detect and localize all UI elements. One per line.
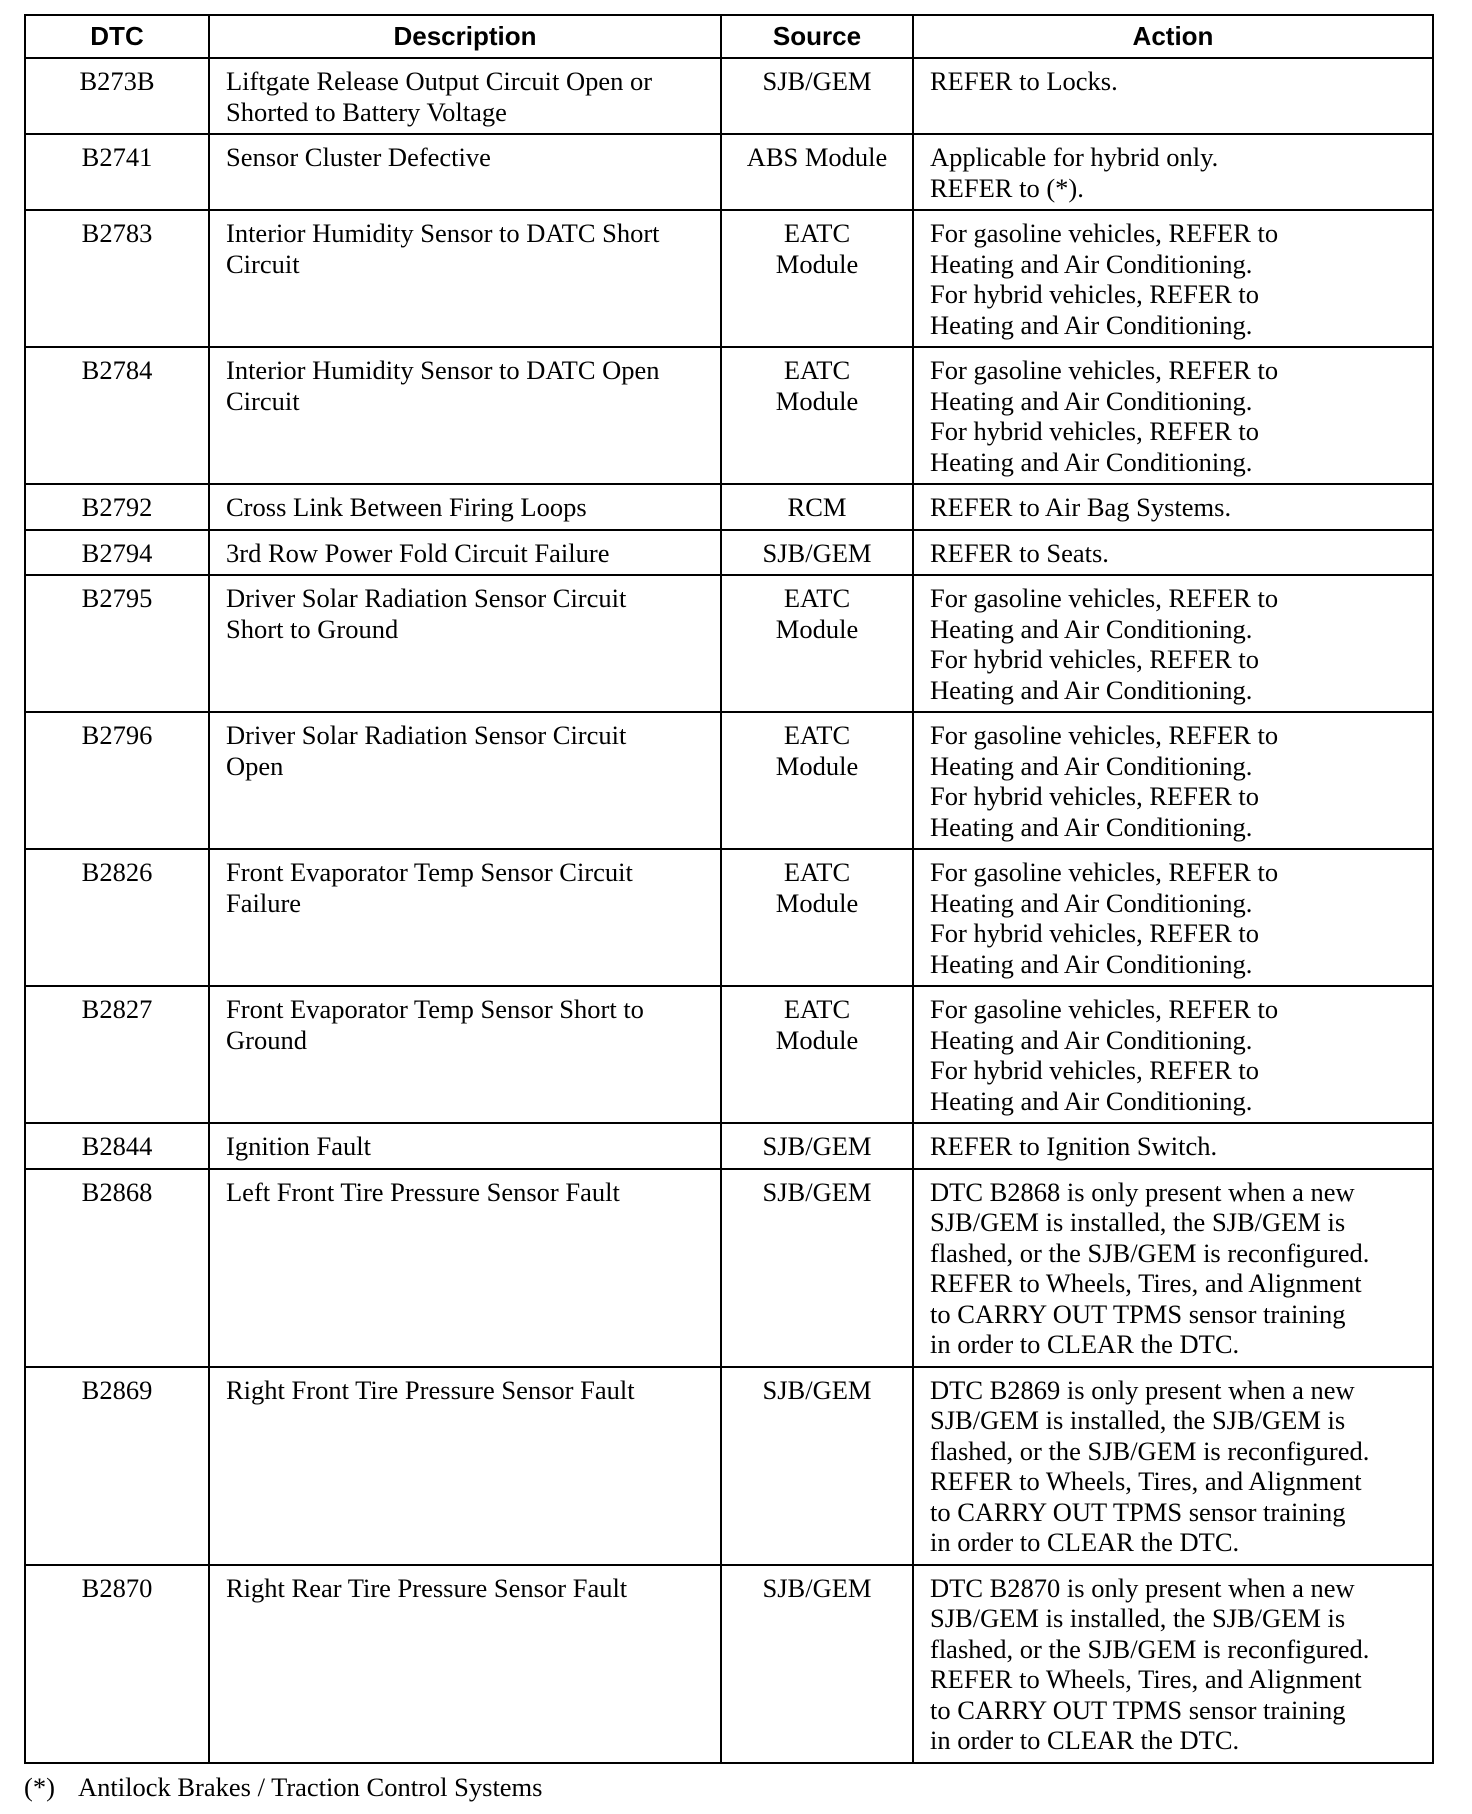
table-row bbox=[25, 1565, 1433, 1763]
dtc-code: B2796 bbox=[25, 712, 209, 849]
dtc-action-line: in order to CLEAR the DTC. bbox=[930, 1725, 1240, 1755]
dtc-action bbox=[913, 530, 1433, 576]
dtc-code: B2794 bbox=[25, 530, 209, 576]
dtc-source-line: Module bbox=[775, 887, 859, 918]
dtc-source bbox=[721, 530, 913, 576]
dtc-action-line: For gasoline vehicles, REFER to bbox=[930, 218, 1279, 248]
dtc-description-line: Failure bbox=[226, 887, 302, 918]
dtc-description-line: Short to Ground bbox=[226, 613, 399, 644]
dtc-code: B2826 bbox=[25, 849, 209, 986]
dtc-description bbox=[209, 58, 721, 134]
dtc-action-line: REFER to Seats. bbox=[930, 537, 1109, 568]
dtc-action-line: Heating and Air Conditioning. bbox=[930, 248, 1253, 279]
dtc-table bbox=[24, 14, 1434, 1764]
dtc-description-line: Ground bbox=[226, 1024, 307, 1055]
dtc-action bbox=[913, 849, 1433, 986]
dtc-action-line: to CARRY OUT TPMS sensor training bbox=[930, 1298, 1346, 1329]
dtc-action-line: Heating and Air Conditioning. bbox=[930, 385, 1253, 416]
table-row bbox=[25, 134, 1433, 210]
footnote bbox=[24, 1772, 543, 1802]
dtc-action-line: flashed, or the SJB/GEM is reconfigured. bbox=[930, 1237, 1370, 1268]
dtc-description-line: Driver Solar Radiation Sensor Circuit bbox=[226, 720, 627, 750]
dtc-source bbox=[721, 210, 913, 347]
dtc-description-line: Front Evaporator Temp Sensor Circuit bbox=[226, 857, 633, 887]
dtc-source bbox=[721, 849, 913, 986]
dtc-action-line: REFER to Ignition Switch. bbox=[930, 1131, 1218, 1161]
dtc-description-line: Open bbox=[226, 750, 284, 781]
dtc-description-line: Circuit bbox=[226, 248, 300, 279]
dtc-description bbox=[209, 484, 721, 530]
dtc-action bbox=[913, 134, 1433, 210]
dtc-source-line: EATC bbox=[783, 857, 851, 887]
dtc-description-line: Cross Link Between Firing Loops bbox=[226, 492, 587, 522]
table-row bbox=[25, 58, 1433, 134]
dtc-description-line: Shorted to Battery Voltage bbox=[226, 96, 507, 127]
dtc-description-line: Front Evaporator Temp Sensor Short to bbox=[226, 994, 644, 1024]
dtc-code: B2869 bbox=[25, 1367, 209, 1565]
dtc-action-line: SJB/GEM is installed, the SJB/GEM is bbox=[930, 1207, 1346, 1237]
dtc-action-line: For hybrid vehicles, REFER to bbox=[930, 644, 1260, 674]
dtc-action-line: For hybrid vehicles, REFER to bbox=[930, 416, 1260, 446]
dtc-action-line: Heating and Air Conditioning. bbox=[930, 1085, 1253, 1116]
dtc-action-line: For gasoline vehicles, REFER to bbox=[930, 720, 1279, 750]
dtc-source-line: Module bbox=[775, 385, 859, 416]
dtc-source-line: EATC bbox=[783, 583, 851, 613]
dtc-source-line: SJB/GEM bbox=[762, 1572, 872, 1603]
dtc-description bbox=[209, 712, 721, 849]
dtc-action-line: Heating and Air Conditioning. bbox=[930, 887, 1253, 918]
table-row bbox=[25, 1169, 1433, 1367]
dtc-source bbox=[721, 347, 913, 484]
dtc-description-line: Right Rear Tire Pressure Sensor Fault bbox=[226, 1572, 628, 1603]
dtc-action-line: Applicable for hybrid only. bbox=[930, 142, 1219, 172]
dtc-source bbox=[721, 1565, 913, 1763]
dtc-action-line: to CARRY OUT TPMS sensor training bbox=[930, 1694, 1346, 1725]
table-row bbox=[25, 849, 1433, 986]
table-row bbox=[25, 1367, 1433, 1565]
dtc-source-line: EATC bbox=[783, 994, 851, 1024]
dtc-action bbox=[913, 58, 1433, 134]
dtc-action-line: DTC B2868 is only present when a new bbox=[930, 1176, 1355, 1207]
dtc-source-line: Module bbox=[775, 750, 859, 781]
dtc-source-line: SJB/GEM bbox=[762, 1176, 872, 1207]
dtc-description-line: Liftgate Release Output Circuit Open or bbox=[226, 66, 653, 96]
dtc-action-line: For hybrid vehicles, REFER to bbox=[930, 279, 1260, 309]
dtc-description bbox=[209, 849, 721, 986]
dtc-source-line: EATC bbox=[783, 355, 851, 385]
dtc-action-line: Heating and Air Conditioning. bbox=[930, 750, 1253, 781]
dtc-action-line: REFER to Air Bag Systems. bbox=[930, 492, 1232, 522]
dtc-code: B2795 bbox=[25, 575, 209, 712]
dtc-action-line: REFER to Wheels, Tires, and Alignment bbox=[930, 1664, 1362, 1694]
header-action: Action bbox=[913, 15, 1433, 58]
dtc-action bbox=[913, 986, 1433, 1123]
dtc-action-line: flashed, or the SJB/GEM is reconfigured. bbox=[930, 1435, 1370, 1466]
dtc-description-line: Left Front Tire Pressure Sensor Fault bbox=[226, 1176, 620, 1207]
dtc-action-line: Heating and Air Conditioning. bbox=[930, 811, 1253, 842]
dtc-action bbox=[913, 1565, 1433, 1763]
dtc-source-line: SJB/GEM bbox=[762, 66, 872, 96]
dtc-action bbox=[913, 712, 1433, 849]
dtc-description bbox=[209, 347, 721, 484]
dtc-code: B2784 bbox=[25, 347, 209, 484]
dtc-source-line: SJB/GEM bbox=[762, 1374, 872, 1405]
dtc-source-line: EATC bbox=[783, 218, 851, 248]
header-source: Source bbox=[721, 15, 913, 58]
dtc-action bbox=[913, 484, 1433, 530]
dtc-source bbox=[721, 1123, 913, 1169]
header-dtc: DTC bbox=[25, 15, 209, 58]
dtc-code: B2827 bbox=[25, 986, 209, 1123]
header-description: Description bbox=[209, 15, 721, 58]
dtc-code: B2741 bbox=[25, 134, 209, 210]
dtc-source bbox=[721, 1169, 913, 1367]
header-row bbox=[25, 15, 1433, 58]
dtc-description-line: Interior Humidity Sensor to DATC Open bbox=[226, 355, 660, 385]
dtc-source bbox=[721, 134, 913, 210]
dtc-description bbox=[209, 210, 721, 347]
table-row bbox=[25, 484, 1433, 530]
dtc-action-line: SJB/GEM is installed, the SJB/GEM is bbox=[930, 1405, 1346, 1435]
dtc-action-line: For hybrid vehicles, REFER to bbox=[930, 918, 1260, 948]
table-row bbox=[25, 575, 1433, 712]
dtc-action-line: For hybrid vehicles, REFER to bbox=[930, 1055, 1260, 1085]
dtc-description-line: Interior Humidity Sensor to DATC Short bbox=[226, 218, 660, 248]
dtc-action-line: DTC B2869 is only present when a new bbox=[930, 1374, 1355, 1405]
footnote-marker: (*) bbox=[24, 1772, 55, 1802]
table-row bbox=[25, 210, 1433, 347]
dtc-source-line: EATC bbox=[783, 720, 851, 750]
dtc-description bbox=[209, 1123, 721, 1169]
dtc-action-line: to CARRY OUT TPMS sensor training bbox=[930, 1496, 1346, 1527]
dtc-description bbox=[209, 1169, 721, 1367]
dtc-action bbox=[913, 210, 1433, 347]
dtc-action-line: in order to CLEAR the DTC. bbox=[930, 1527, 1240, 1557]
dtc-code: B2870 bbox=[25, 1565, 209, 1763]
dtc-source-line: ABS Module bbox=[746, 142, 888, 172]
dtc-source-line: SJB/GEM bbox=[762, 1131, 872, 1161]
dtc-action-line: SJB/GEM is installed, the SJB/GEM is bbox=[930, 1603, 1346, 1633]
dtc-source-line: RCM bbox=[787, 492, 847, 522]
dtc-action-line: REFER to Locks. bbox=[930, 66, 1118, 96]
dtc-source-line: Module bbox=[775, 1024, 859, 1055]
dtc-description bbox=[209, 1367, 721, 1565]
dtc-action-line: REFER to Wheels, Tires, and Alignment bbox=[930, 1466, 1362, 1496]
dtc-action-line: REFER to Wheels, Tires, and Alignment bbox=[930, 1268, 1362, 1298]
dtc-action-line: Heating and Air Conditioning. bbox=[930, 446, 1253, 477]
dtc-code: B2792 bbox=[25, 484, 209, 530]
dtc-source bbox=[721, 575, 913, 712]
dtc-action-line: REFER to (*). bbox=[930, 172, 1084, 203]
dtc-code: B273B bbox=[25, 58, 209, 134]
dtc-source bbox=[721, 986, 913, 1123]
dtc-action-line: For gasoline vehicles, REFER to bbox=[930, 355, 1279, 385]
dtc-action-line: flashed, or the SJB/GEM is reconfigured. bbox=[930, 1633, 1370, 1664]
dtc-source bbox=[721, 484, 913, 530]
dtc-action bbox=[913, 1367, 1433, 1565]
dtc-source-line: Module bbox=[775, 248, 859, 279]
dtc-source-line: Module bbox=[775, 613, 859, 644]
dtc-action-line: Heating and Air Conditioning. bbox=[930, 1024, 1253, 1055]
dtc-description bbox=[209, 986, 721, 1123]
table-row bbox=[25, 530, 1433, 576]
table-row bbox=[25, 1123, 1433, 1169]
table-row bbox=[25, 712, 1433, 849]
footnote-text: Antilock Brakes / Traction Control Systems bbox=[78, 1772, 543, 1802]
dtc-action bbox=[913, 1169, 1433, 1367]
dtc-action-line: DTC B2870 is only present when a new bbox=[930, 1572, 1355, 1603]
table-row bbox=[25, 986, 1433, 1123]
dtc-description-line: Ignition Fault bbox=[226, 1131, 372, 1161]
table-body bbox=[25, 58, 1433, 1763]
dtc-source-line: SJB/GEM bbox=[762, 537, 872, 568]
dtc-action bbox=[913, 575, 1433, 712]
dtc-description-line: Circuit bbox=[226, 385, 300, 416]
dtc-action-line: Heating and Air Conditioning. bbox=[930, 948, 1253, 979]
dtc-description-line: Driver Solar Radiation Sensor Circuit bbox=[226, 583, 627, 613]
dtc-action bbox=[913, 347, 1433, 484]
dtc-source bbox=[721, 712, 913, 849]
dtc-action-line: Heating and Air Conditioning. bbox=[930, 309, 1253, 340]
dtc-source bbox=[721, 58, 913, 134]
dtc-code: B2868 bbox=[25, 1169, 209, 1367]
dtc-code: B2844 bbox=[25, 1123, 209, 1169]
dtc-description-line: 3rd Row Power Fold Circuit Failure bbox=[226, 537, 610, 568]
dtc-action-line: Heating and Air Conditioning. bbox=[930, 613, 1253, 644]
dtc-action-line: For hybrid vehicles, REFER to bbox=[930, 781, 1260, 811]
dtc-action bbox=[913, 1123, 1433, 1169]
dtc-description-line: Sensor Cluster Defective bbox=[226, 142, 491, 172]
dtc-description bbox=[209, 1565, 721, 1763]
dtc-description-line: Right Front Tire Pressure Sensor Fault bbox=[226, 1374, 635, 1405]
table-row bbox=[25, 347, 1433, 484]
dtc-action-line: For gasoline vehicles, REFER to bbox=[930, 583, 1279, 613]
dtc-source bbox=[721, 1367, 913, 1565]
dtc-action-line: in order to CLEAR the DTC. bbox=[930, 1329, 1240, 1359]
dtc-description bbox=[209, 530, 721, 576]
dtc-description bbox=[209, 134, 721, 210]
dtc-description bbox=[209, 575, 721, 712]
dtc-action-line: Heating and Air Conditioning. bbox=[930, 674, 1253, 705]
dtc-action-line: For gasoline vehicles, REFER to bbox=[930, 857, 1279, 887]
dtc-code: B2783 bbox=[25, 210, 209, 347]
dtc-action-line: For gasoline vehicles, REFER to bbox=[930, 994, 1279, 1024]
